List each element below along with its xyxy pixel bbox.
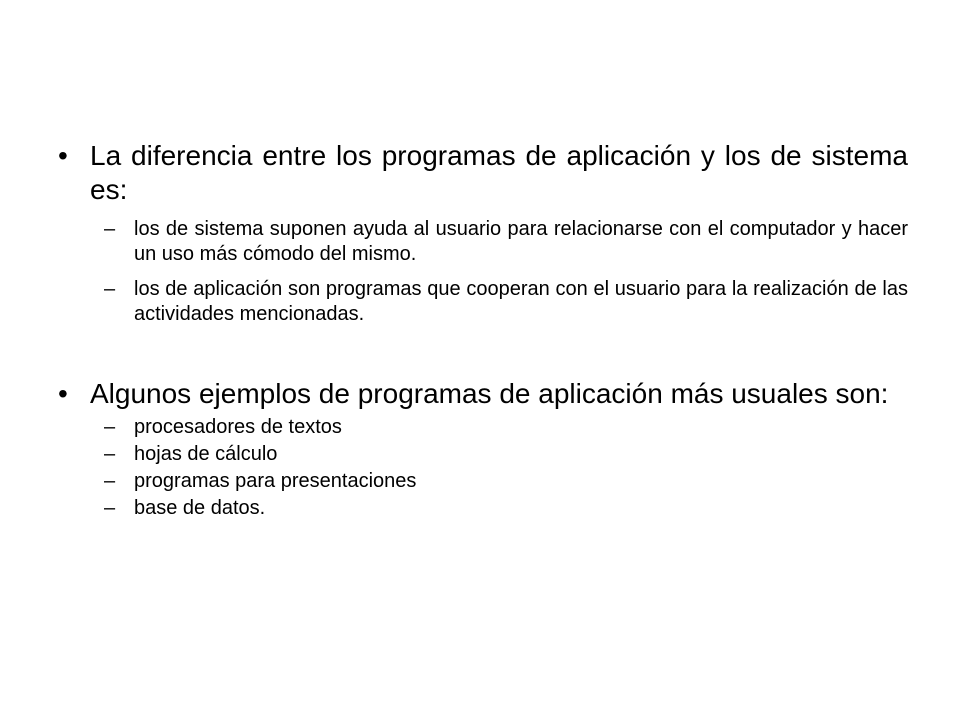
bullet-line: [58, 377, 908, 411]
bullet-text: Algunos ejemplos de programas de aplicación más usuales son:: [90, 378, 889, 409]
bullet-item: [58, 377, 908, 521]
sub-text: programas para presentaciones: [134, 470, 417, 492]
sub-list: [104, 217, 908, 327]
sub-item: [104, 442, 908, 467]
sub-item: [104, 496, 908, 521]
bullet-marker: •: [58, 378, 68, 409]
sub-item: [104, 277, 908, 327]
sub-text: hojas de cálculo: [134, 443, 278, 465]
sub-marker: –: [104, 416, 116, 438]
sub-text: base de datos.: [134, 497, 266, 519]
sub-item: [104, 415, 908, 440]
sub-marker: –: [104, 443, 116, 465]
sub-item: [104, 217, 908, 267]
sub-marker: –: [104, 470, 116, 492]
bullet-line: [58, 139, 908, 207]
bullet-text: La diferencia entre los programas de aplicación y los de sistema es:: [90, 140, 908, 205]
sub-text: los de sistema suponen ayuda al usuario para relacionarse con el computador y hacer un uso más cómodo del mismo.: [134, 218, 908, 265]
bullet-marker: •: [58, 140, 68, 171]
sub-text: procesadores de textos: [134, 416, 342, 438]
sub-text: los de aplicación son programas que cooperan con el usuario para la realización de las actividades mencionadas.: [134, 278, 908, 325]
sub-list: [104, 415, 908, 521]
sub-marker: –: [104, 278, 116, 300]
bullet-item: [58, 139, 908, 327]
sub-item: [104, 469, 908, 494]
sub-marker: –: [104, 218, 116, 240]
sub-marker: –: [104, 497, 116, 519]
